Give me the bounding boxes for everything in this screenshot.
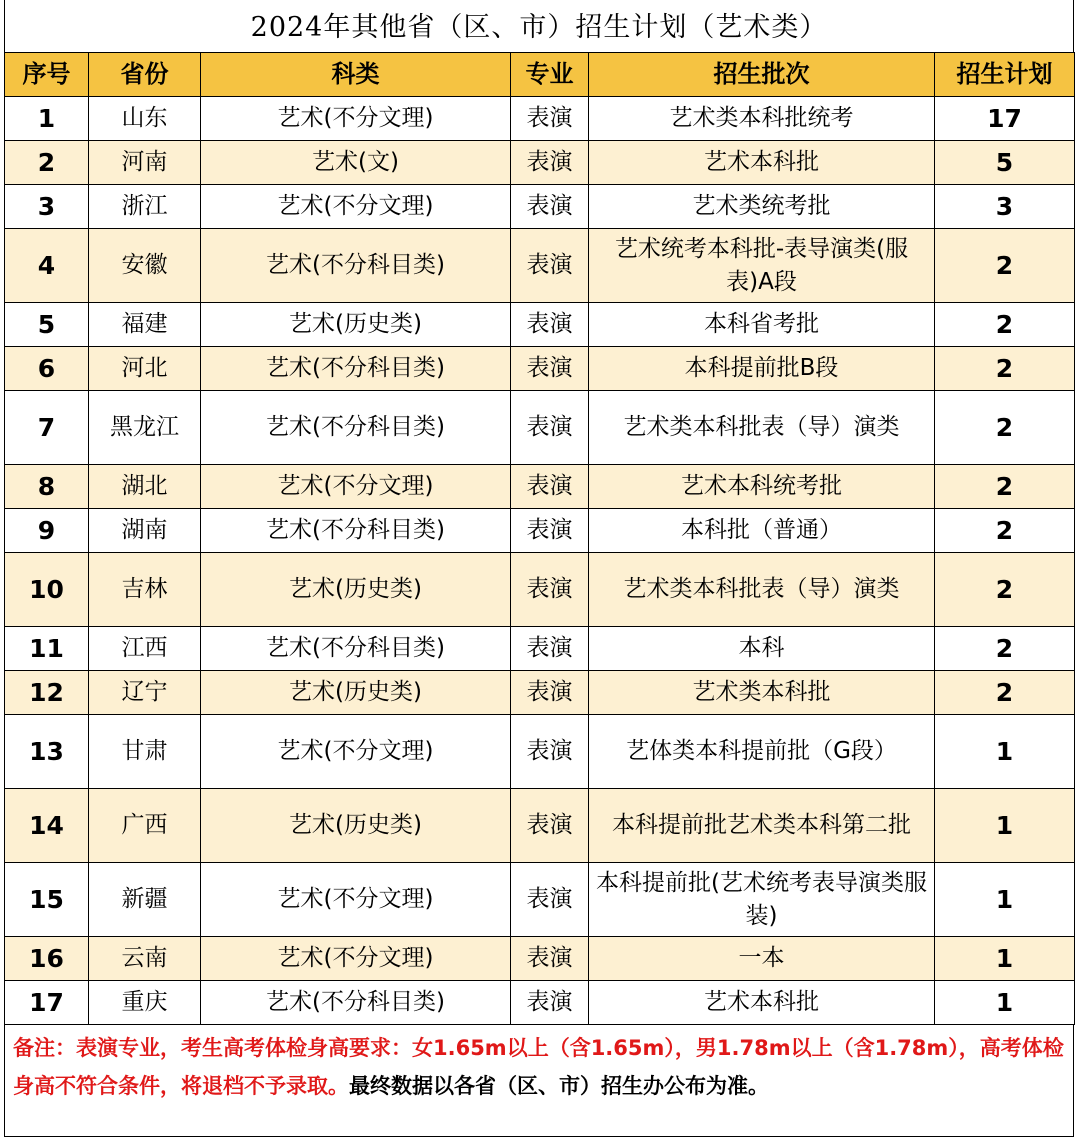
row-category: 艺术(不分科目类) <box>201 981 511 1025</box>
table-body <box>5 97 1075 1025</box>
row-index: 15 <box>5 863 89 937</box>
row-index: 8 <box>5 465 89 509</box>
header-row <box>5 53 1075 97</box>
row-major: 表演 <box>511 553 589 627</box>
row-province: 广西 <box>89 789 201 863</box>
table-row <box>5 185 1075 229</box>
row-category: 艺术(历史类) <box>201 789 511 863</box>
row-major: 表演 <box>511 97 589 141</box>
footnote-requirement: 备注：表演专业，考生高考体检身高要求：女1.65m以上（含1.65m），男1.78m以上（含1.78m），高考体检身高不符合条件，将退档不予录取。 <box>13 1036 1064 1098</box>
table-row <box>5 347 1075 391</box>
row-category: 艺术(不分科目类) <box>201 347 511 391</box>
row-index: 13 <box>5 715 89 789</box>
row-province: 江西 <box>89 627 201 671</box>
row-province: 辽宁 <box>89 671 201 715</box>
row-plan: 1 <box>935 789 1075 863</box>
row-category: 艺术(不分科目类) <box>201 229 511 303</box>
table-row <box>5 671 1075 715</box>
row-category: 艺术(不分科目类) <box>201 391 511 465</box>
row-plan: 1 <box>935 715 1075 789</box>
row-category: 艺术(不分文理) <box>201 185 511 229</box>
row-batch: 本科提前批艺术类本科第二批 <box>589 789 935 863</box>
plan-table <box>4 52 1075 1025</box>
header-index: 序号 <box>5 53 89 97</box>
row-plan: 2 <box>935 303 1075 347</box>
footnote <box>4 1025 1074 1137</box>
row-batch: 艺术类本科批统考 <box>589 97 935 141</box>
row-major: 表演 <box>511 627 589 671</box>
row-index: 14 <box>5 789 89 863</box>
row-category: 艺术(不分科目类) <box>201 627 511 671</box>
row-index: 12 <box>5 671 89 715</box>
row-province: 河南 <box>89 141 201 185</box>
table-row <box>5 981 1075 1025</box>
row-index: 1 <box>5 97 89 141</box>
row-major: 表演 <box>511 141 589 185</box>
row-province: 甘肃 <box>89 715 201 789</box>
row-batch: 艺体类本科提前批（G段） <box>589 715 935 789</box>
row-plan: 2 <box>935 391 1075 465</box>
row-province: 云南 <box>89 937 201 981</box>
row-index: 16 <box>5 937 89 981</box>
row-province: 湖北 <box>89 465 201 509</box>
row-province: 新疆 <box>89 863 201 937</box>
table-row <box>5 465 1075 509</box>
table-row <box>5 391 1075 465</box>
row-batch: 艺术类本科批表（导）演类 <box>589 391 935 465</box>
header-major: 专业 <box>511 53 589 97</box>
row-province: 吉林 <box>89 553 201 627</box>
row-category: 艺术(历史类) <box>201 671 511 715</box>
row-category: 艺术(不分文理) <box>201 465 511 509</box>
row-major: 表演 <box>511 185 589 229</box>
row-index: 2 <box>5 141 89 185</box>
row-category: 艺术(文) <box>201 141 511 185</box>
row-index: 10 <box>5 553 89 627</box>
row-batch: 艺术本科批 <box>589 981 935 1025</box>
row-index: 9 <box>5 509 89 553</box>
row-plan: 1 <box>935 863 1075 937</box>
row-batch: 本科批（普通） <box>589 509 935 553</box>
row-major: 表演 <box>511 229 589 303</box>
row-plan: 2 <box>935 347 1075 391</box>
row-major: 表演 <box>511 303 589 347</box>
header-province: 省份 <box>89 53 201 97</box>
row-plan: 2 <box>935 229 1075 303</box>
row-province: 安徽 <box>89 229 201 303</box>
row-index: 3 <box>5 185 89 229</box>
row-plan: 5 <box>935 141 1075 185</box>
row-plan: 3 <box>935 185 1075 229</box>
row-province: 湖南 <box>89 509 201 553</box>
row-batch: 艺术本科批 <box>589 141 935 185</box>
page-title: 2024年其他省（区、市）招生计划（艺术类） <box>4 0 1074 52</box>
row-batch: 一本 <box>589 937 935 981</box>
row-category: 艺术(历史类) <box>201 303 511 347</box>
table-row <box>5 509 1075 553</box>
table-row <box>5 627 1075 671</box>
row-major: 表演 <box>511 509 589 553</box>
row-province: 黑龙江 <box>89 391 201 465</box>
row-province: 浙江 <box>89 185 201 229</box>
table-row <box>5 863 1075 937</box>
row-major: 表演 <box>511 465 589 509</box>
plan-sheet <box>4 0 1074 1137</box>
row-plan: 2 <box>935 627 1075 671</box>
row-category: 艺术(不分文理) <box>201 715 511 789</box>
row-plan: 1 <box>935 981 1075 1025</box>
row-plan: 17 <box>935 97 1075 141</box>
row-batch: 艺术类本科批表（导）演类 <box>589 553 935 627</box>
row-index: 11 <box>5 627 89 671</box>
row-index: 4 <box>5 229 89 303</box>
row-batch: 艺术本科统考批 <box>589 465 935 509</box>
header-batch: 招生批次 <box>589 53 935 97</box>
row-category: 艺术(不分文理) <box>201 97 511 141</box>
row-batch: 艺术统考本科批-表导演类(服表)A段 <box>589 229 935 303</box>
table-row <box>5 141 1075 185</box>
row-plan: 2 <box>935 465 1075 509</box>
row-province: 福建 <box>89 303 201 347</box>
row-plan: 2 <box>935 671 1075 715</box>
row-plan: 2 <box>935 509 1075 553</box>
row-major: 表演 <box>511 981 589 1025</box>
row-plan: 1 <box>935 937 1075 981</box>
row-batch: 本科提前批(艺术统考表导演类服装) <box>589 863 935 937</box>
table-row <box>5 303 1075 347</box>
table-row <box>5 789 1075 863</box>
row-major: 表演 <box>511 391 589 465</box>
footnote-disclaimer: 最终数据以各省（区、市）招生办公布为准。 <box>349 1074 769 1098</box>
row-province: 河北 <box>89 347 201 391</box>
table-row <box>5 937 1075 981</box>
row-batch: 艺术类统考批 <box>589 185 935 229</box>
row-major: 表演 <box>511 715 589 789</box>
row-major: 表演 <box>511 671 589 715</box>
row-category: 艺术(不分文理) <box>201 863 511 937</box>
row-index: 6 <box>5 347 89 391</box>
row-province: 山东 <box>89 97 201 141</box>
table-row <box>5 715 1075 789</box>
row-category: 艺术(历史类) <box>201 553 511 627</box>
row-batch: 本科 <box>589 627 935 671</box>
row-batch: 本科省考批 <box>589 303 935 347</box>
table-row <box>5 97 1075 141</box>
row-category: 艺术(不分文理) <box>201 937 511 981</box>
row-index: 7 <box>5 391 89 465</box>
row-province: 重庆 <box>89 981 201 1025</box>
row-index: 17 <box>5 981 89 1025</box>
row-index: 5 <box>5 303 89 347</box>
row-plan: 2 <box>935 553 1075 627</box>
row-batch: 本科提前批B段 <box>589 347 935 391</box>
table-row <box>5 553 1075 627</box>
row-category: 艺术(不分科目类) <box>201 509 511 553</box>
row-major: 表演 <box>511 863 589 937</box>
row-batch: 艺术类本科批 <box>589 671 935 715</box>
table-row <box>5 229 1075 303</box>
header-category: 科类 <box>201 53 511 97</box>
header-plan: 招生计划 <box>935 53 1075 97</box>
row-major: 表演 <box>511 347 589 391</box>
row-major: 表演 <box>511 789 589 863</box>
row-major: 表演 <box>511 937 589 981</box>
